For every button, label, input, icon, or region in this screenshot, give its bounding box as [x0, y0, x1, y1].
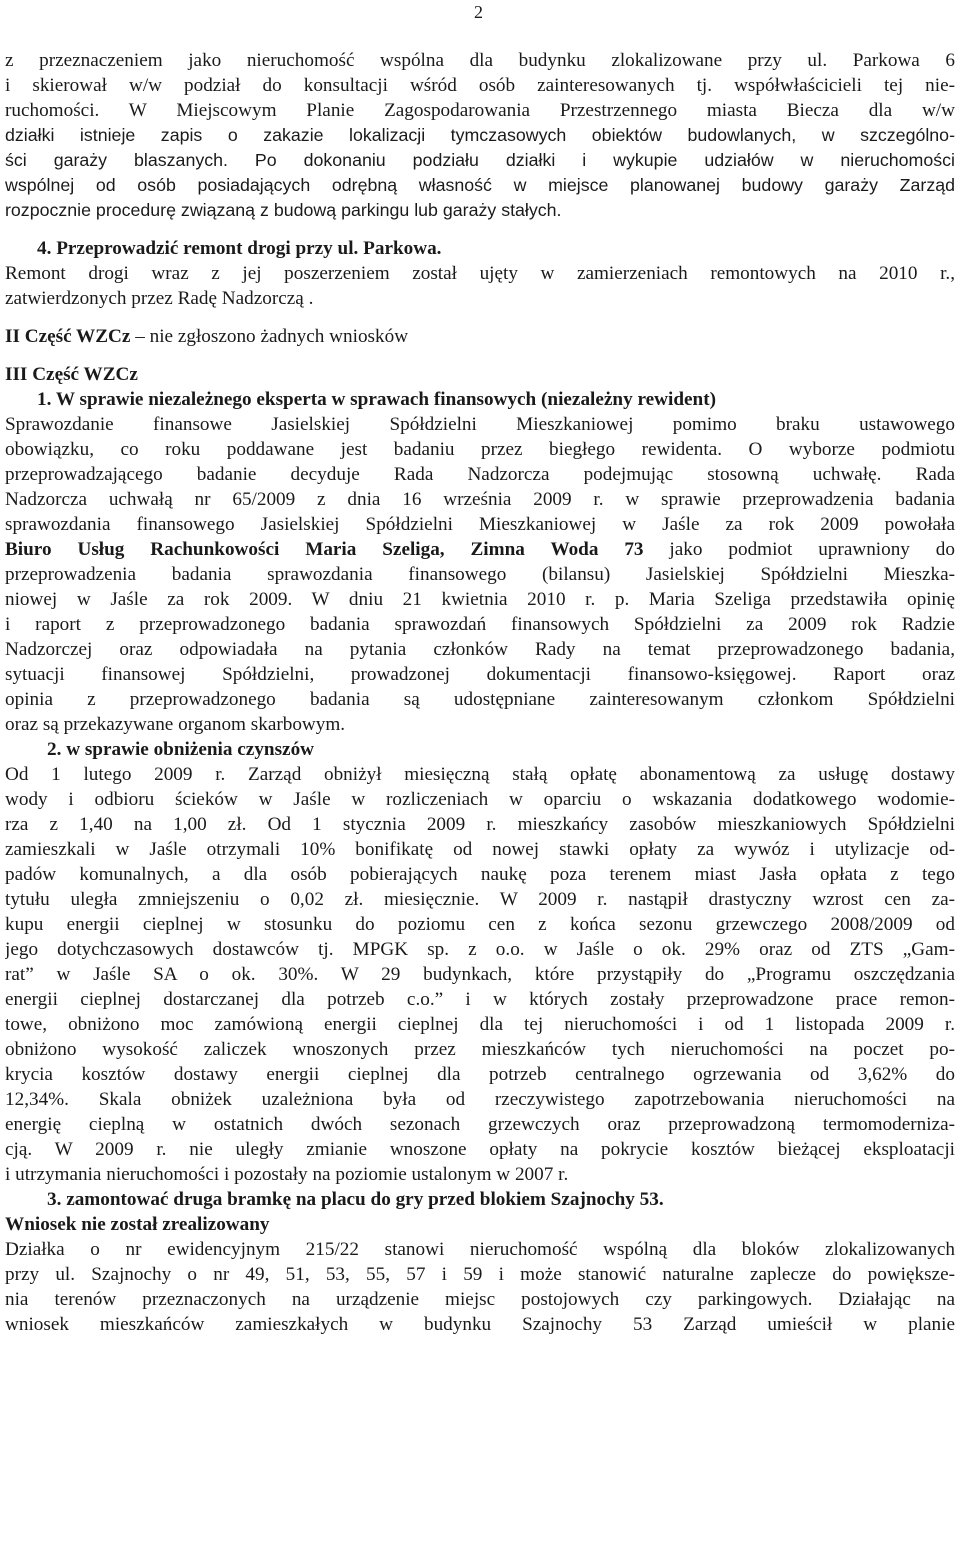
p1-heading-text: 1. W sprawie niezależnego eksperta w sprawach finansowych (niezależny rewident) — [37, 389, 716, 410]
text-line: Nadzorczej oraz odpowiadała na pytania członków Rady na temat przeprowadzonego badania, — [5, 639, 955, 660]
text-line: nia terenów przeznaczonych na urządzenie miejsc postojowych czy parkingowych. Działając na — [5, 1289, 955, 1310]
text-line: Remont drogi wraz z jej poszerzeniem został ujęty w zamierzeniach remontowych na 2010 r., — [5, 263, 955, 284]
text-line: oraz są przekazywane organom skarbowym. — [5, 714, 346, 735]
p2-heading — [5, 737, 955, 762]
text-line: Sprawozdanie finansowe Jasielskiej Spółdzielni Mieszkaniowej pomimo braku ustawowego — [5, 414, 955, 435]
text-line: Działka o nr ewidencyjnym 215/22 stanowi nieruchomość wspólną dla bloków zlokalizowanych — [5, 1239, 955, 1260]
text-line: wniosek mieszkańców zamieszkałych w budynku Szajnochy 53 Zarząd umieścił w planie — [5, 1314, 955, 1335]
text-line: opinia z przeprowadzonego badania są udostępniane zainteresowanym członkom Spółdzielni — [5, 689, 955, 710]
text-line: kupu energii cieplnej w stosunku do poziomu cen z końca sezonu grzewczego 2008/2009 od — [5, 914, 955, 935]
text-line: padów komunalnych, a dla osób pobierających naukę poza terenem miast Jasła opłata z tego — [5, 864, 955, 885]
spacer — [5, 349, 955, 362]
part2-text: – nie zgłoszono żadnych wniosków — [130, 326, 409, 347]
text-line: zatwierdzonych przez Radę Nadzorczą . — [5, 288, 314, 309]
p1-heading — [5, 387, 955, 412]
text-line: obniżono wysokość zaliczek wnoszonych przez mieszkańców tych nieruchomości na poczet po- — [5, 1039, 955, 1060]
text-line: sprawozdania finansowego Jasielskiej Spółdzielni Mieszkaniowej w Jaśle za rok 2009 powołała — [5, 514, 955, 535]
text-line: sytuacji finansowej Spółdzielni, prowadzonej dokumentacji finansowo-księgowej. Raport oraz — [5, 664, 955, 685]
item4-heading — [5, 236, 955, 261]
text-line: zamieszkali w Jaśle otrzymali 10% bonifikatę od nowej stawki opłaty za wywóz i utylizacje od- — [5, 839, 955, 860]
text-line: rozpocznie procedurę związaną z budową parkingu lub garaży stałych. — [5, 200, 562, 220]
text-line: przeprowadzenia badania sprawozdania finansowego (bilansu) Jasielskiej Spółdzielni Mieszka- — [5, 564, 955, 585]
text-line: towe, obniżono moc zamówioną energii cieplnej dla tej nieruchomości i od 1 listopada 2009 r. — [5, 1014, 955, 1035]
text-line: wody i odbioru ścieków w Jaśle w rozliczeniach w oparciu o wskazania dodatkowego wodomie- — [5, 789, 955, 810]
spacer — [5, 311, 955, 324]
p3-heading — [5, 1187, 955, 1212]
part2-line — [5, 324, 955, 349]
document-body — [5, 48, 955, 1337]
part3-line — [5, 362, 955, 387]
text-line: cją. W 2009 r. nie uległy zmianie wnoszone opłaty na pokrycie kosztów bieżącej eksploatacji — [5, 1139, 955, 1160]
text-line: energię cieplną w ostatnich dwóch sezonach grzewczych oraz przeprowadzoną termomoderniza- — [5, 1114, 955, 1135]
p2-heading-text: 2. w sprawie obniżenia czynszów — [47, 739, 315, 760]
text-line: tytułu uległa zmniejszeniu o 0,02 zł. miesięcznie. W 2009 r. nastąpił drastyczny wzrost cen za- — [5, 889, 955, 910]
firm-name: Biuro Usług Rachunkowości Maria Szeliga, Zimna Woda 73 — [5, 539, 644, 560]
part2-title: II Część WZCz — [5, 326, 131, 347]
text-line: 12,34%. Skala obniżek uzależniona była od rzeczywistego zapotrzebowania nieruchomości na — [5, 1089, 955, 1110]
p3-status-line — [5, 1212, 955, 1237]
text-line: działki istnieje zapis o zakazie lokalizacji tymczasowych obiektów budowlanych, w szczególno- — [5, 125, 955, 145]
text-line: z przeznaczeniem jako nieruchomość wspólna dla budynku zlokalizowane przy ul. Parkowa 6 — [5, 50, 955, 71]
text-line: jego dotychczasowych dostawców tj. MPGK sp. z o.o. w Jaśle o ok. 29% oraz od ZTS „Gam- — [5, 939, 955, 960]
firm-line — [5, 537, 955, 562]
part3-title: III Część WZCz — [5, 364, 138, 385]
spacer — [5, 223, 955, 236]
p3-heading-text: 3. zamontować druga bramkę na placu do gry przed blokiem Szajnochy 53. — [47, 1189, 664, 1210]
text-line: wspólnej od osób posiadających odrębną własność w miejsce planowanej budowy garaży Zarząd — [5, 175, 955, 195]
text-line: rat” w Jaśle SA o ok. 30%. W 29 budynkach, które przystąpiły do „Programu oszczędzania — [5, 964, 955, 985]
p3-status: Wniosek nie został zrealizowany — [5, 1214, 270, 1235]
text-line: i utrzymania nieruchomości i pozostały na poziomie ustalonym w 2007 r. — [5, 1164, 569, 1185]
text-line: rza z 1,40 na 1,00 zł. Od 1 stycznia 2009 r. mieszkańcy zasobów mieszkaniowych Spółdzielni — [5, 814, 955, 835]
text-line: obowiązku, co roku poddawane jest badaniu przez biegłego rewidenta. O wyborze podmiotu — [5, 439, 955, 460]
firm-tail: jako podmiot uprawniony do — [643, 539, 955, 560]
text-line: ruchomości. W Miejscowym Planie Zagospodarowania Przestrzennego miasta Biecza dla w/w — [5, 100, 955, 121]
text-line: krycia kosztów dostawy energii cieplnej dla potrzeb centralnego ogrzewania od 3,62% do — [5, 1064, 955, 1085]
text-line: i raport z przeprowadzonego badania sprawozdań finansowych Spółdzielni za 2009 rok Radzie — [5, 614, 955, 635]
text-line: przy ul. Szajnochy o nr 49, 51, 53, 55, 57 i 59 i może stanowić naturalne zaplecze do powiększe- — [5, 1264, 955, 1285]
text-line: energii cieplnej dostarczanej dla potrzeb c.o.” i w których zostały przeprowadzone prace remon- — [5, 989, 955, 1010]
page-number: 2 — [474, 2, 483, 22]
text-line: niowej w Jaśle za rok 2009. W dniu 21 kwietnia 2010 r. p. Maria Szeliga przedstawiła opinię — [5, 589, 955, 610]
text-line: Od 1 lutego 2009 r. Zarząd obniżył miesięczną stałą opłatę abonamentową za usługę dostawy — [5, 764, 955, 785]
item4-heading-text: 4. Przeprowadzić remont drogi przy ul. Parkowa. — [37, 238, 442, 259]
text-line: Nadzorcza uchwałą nr 65/2009 z dnia 16 września 2009 r. w sprawie przeprowadzenia badania — [5, 489, 955, 510]
text-line: przeprowadzającego badanie decyduje Rada Nadzorcza podejmując stosowną uchwałę. Rada — [5, 464, 955, 485]
text-line: ści garaży blaszanych. Po dokonaniu podziału działki i wykupie udziałów w nieruchomości — [5, 150, 955, 170]
text-line: i skierował w/w podział do konsultacji wśród osób zainteresowanych tj. współwłaścicieli tej nie- — [5, 75, 955, 96]
